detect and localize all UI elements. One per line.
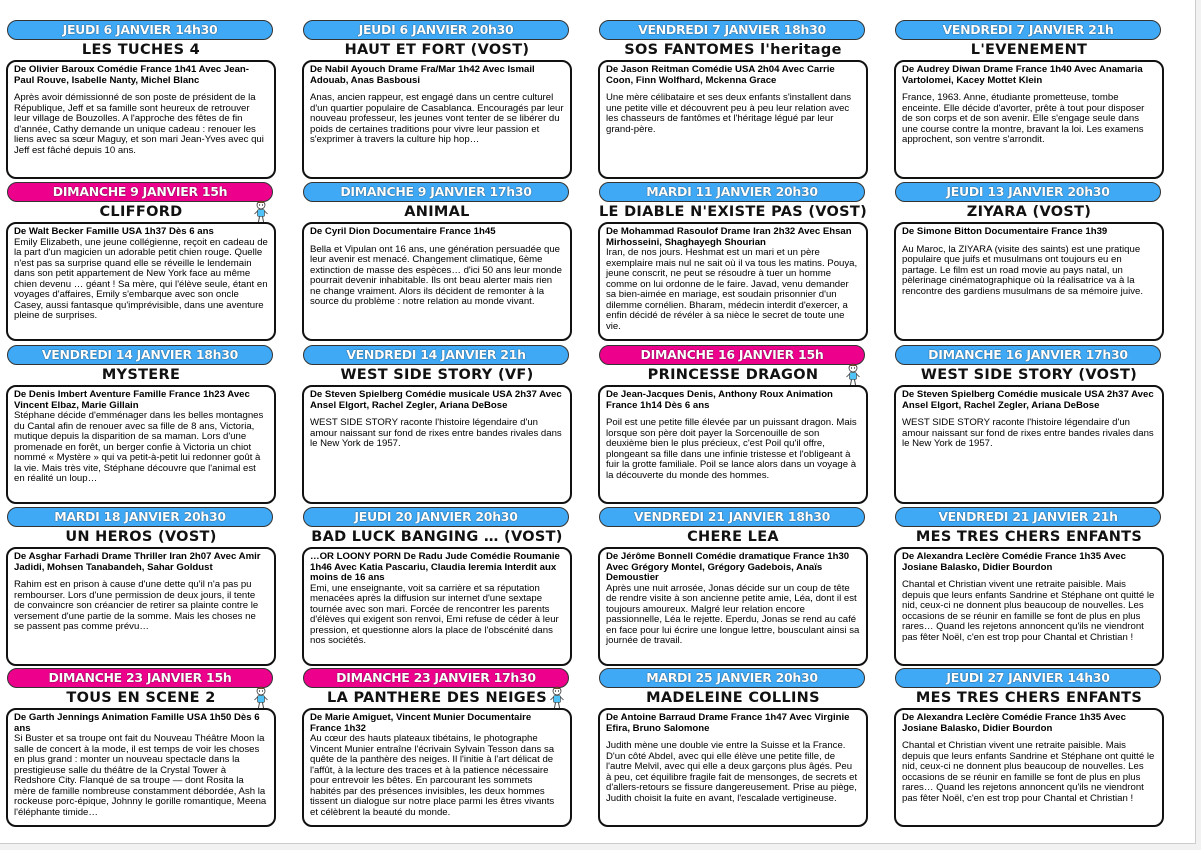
film-credits: De Walt Becker Famille USA 1h37 Dès 6 ans bbox=[14, 226, 214, 237]
film-synopsis: Iran, de nos jours. Heshmat est un mari et un père exemplaire mais nul ne sait où il va tous les matins. Pouya, jeune conscrit, ne peut se résoudre à tuer un homme comme on lui ordonne de le faire. Javad, venu demander sa bien-aimée en mariage, est soudain prisonnier d'un dilemme cornélien. Bharam, médecin interdit d'exercer, a enfin décidé de révéler à sa nièce le secret de toute une vie. bbox=[606, 247, 858, 332]
film-title: WEST SIDE STORY (VOST) bbox=[920, 367, 1138, 383]
film-card bbox=[595, 343, 871, 508]
film-title: L'EVENEMENT bbox=[970, 42, 1088, 58]
film-card bbox=[3, 666, 279, 831]
child-figure-icon bbox=[549, 686, 565, 710]
film-card bbox=[3, 18, 279, 183]
film-credits: De Marie Amiguet, Vincent Munier Documentaire France 1h32 bbox=[310, 712, 532, 734]
film-card bbox=[891, 18, 1167, 183]
film-card bbox=[299, 343, 575, 508]
film-credits: De Jean-Jacques Denis, Anthony Roux Animation France 1h14 Dès 6 ans bbox=[606, 389, 833, 411]
film-title: LES TUCHES 4 bbox=[81, 42, 201, 58]
film-card bbox=[595, 666, 871, 831]
film-synopsis: WEST SIDE STORY raconte l'histoire légendaire d'un amour naissant sur fond de rixes entre bandes rivales dans le New York de 1957. bbox=[902, 417, 1154, 449]
film-card bbox=[299, 18, 575, 183]
film-description-box bbox=[894, 222, 1164, 341]
film-credits: De Alexandra Leclère Comédie France 1h35 Avec Josiane Balasko, Didier Bourdon bbox=[902, 712, 1126, 734]
screening-date-banner: VENDREDI 7 JANVIER 18h30 bbox=[599, 20, 865, 40]
screening-date-banner: JEUDI 27 JANVIER 14h30 bbox=[895, 668, 1161, 688]
film-synopsis: Si Buster et sa troupe ont fait du Nouveau Théâtre Moon la salle de concert à la mode, il est temps de voir les choses en plus grand : monter un nouveau spectacle dans la prestigieuse salle du théâtre de la Crystal Tower à Redshore City. Flanqué de sa troupe — dont Rosita la mère de famille nombreuse constamment débordée, Ash la rockeuse porc-épique, Johnny le gorille romantique, Meena l'éléphante timide… bbox=[14, 733, 267, 818]
film-synopsis: Rahim est en prison à cause d'une dette qu'il n'a pas pu rembourser. Lors d'une permission de deux jours, il tente de convaincre son créancier de retirer sa plainte contre le versement d'une partie de la somme. Mais les choses ne se passent pas comme prévu… bbox=[14, 579, 259, 632]
film-card bbox=[891, 343, 1167, 508]
film-title: LE DIABLE N'EXISTE PAS (VOST) bbox=[598, 204, 868, 220]
screening-date-banner: DIMANCHE 23 JANVIER 17h30 bbox=[303, 668, 569, 688]
screening-date-banner: MARDI 11 JANVIER 20h30 bbox=[599, 182, 865, 202]
film-credits: De Simone Bitton Documentaire France 1h39 bbox=[902, 226, 1108, 237]
film-card bbox=[299, 666, 575, 831]
film-description-box bbox=[302, 547, 572, 666]
film-credits: De Jérôme Bonnell Comédie dramatique France 1h30 Avec Grégory Montel, Grégory Gadebois, Anaïs Demoustier bbox=[606, 551, 850, 583]
film-synopsis: Stéphane décide d'emménager dans les belles montagnes du Cantal afin de renouer avec sa fille de 8 ans, Victoria, mutique depuis la disparition de sa maman. Lors d'une promenade en forêt, un berger confie à Victoria un chiot nommé « Mystère » qui va petit-à-petit lui redonner goût à la vie. Mais très vite, Stéphane découvre que l'animal est en réalité un loup… bbox=[14, 410, 264, 484]
film-description-box bbox=[598, 385, 868, 504]
film-card bbox=[595, 180, 871, 345]
film-credits: De Steven Spielberg Comédie musicale USA 2h37 Avec Ansel Elgort, Rachel Zegler, Ariana DeBose bbox=[902, 389, 1154, 411]
film-credits: De Olivier Baroux Comédie France 1h41 Avec Jean-Paul Rouve, Isabelle Nanty, Michel Blanc bbox=[14, 64, 249, 86]
film-credits: De Garth Jennings Animation Famille USA 1h50 Dès 6 ans bbox=[14, 712, 260, 734]
film-credits: De Audrey Diwan Drame France 1h40 Avec Anamaria Vartolomei, Kacey Mottet Klein bbox=[902, 64, 1143, 86]
film-description-box bbox=[6, 708, 276, 827]
screening-date-banner: DIMANCHE 23 JANVIER 15h bbox=[7, 668, 273, 688]
film-card bbox=[3, 505, 279, 670]
screening-date-banner: VENDREDI 21 JANVIER 21h bbox=[895, 507, 1161, 527]
film-credits: De Jason Reitman Comédie USA 2h04 Avec Carrie Coon, Finn Wolfhard, Mckenna Grace bbox=[606, 64, 835, 86]
film-description-box bbox=[302, 708, 572, 827]
film-card bbox=[595, 18, 871, 183]
film-synopsis: Poil est une petite fille élevée par un puissant dragon. Mais lorsque son père doit payer la Sorcenouille de son deuxième bien le plus précieux, c'est Poil qu'il offre, plongeant sa fille dans une infinie tristesse et l'obligeant à fuir la grotte familiale. Poil se lance alors dans un voyage à la découverte du monde des hommes. bbox=[606, 417, 857, 481]
film-synopsis: Après avoir démissionné de son poste de président de la République, Jeff et sa famille sont heureux de retrouver leur village de Bouzolles. A l'approche des fêtes de fin d'année, Cathy demande un unique cadeau : renouer les liens avec sa sœur Maguy, et son mari Jean-Yves avec qui Jeff est fâché depuis 10 ans. bbox=[14, 92, 264, 156]
film-description-box bbox=[598, 222, 868, 341]
film-title: CLIFFORD bbox=[99, 204, 183, 220]
film-synopsis: WEST SIDE STORY raconte l'histoire légendaire d'un amour naissant sur fond de rixes entre bandes rivales dans le New York de 1957. bbox=[310, 417, 562, 449]
screening-date-banner: JEUDI 20 JANVIER 20h30 bbox=[303, 507, 569, 527]
film-title: ANIMAL bbox=[404, 204, 470, 220]
film-description-box bbox=[6, 547, 276, 666]
film-title: ZIYARA (VOST) bbox=[966, 204, 1092, 220]
film-credits: De Denis Imbert Aventure Famille France 1h23 Avec Vincent Elbaz, Marie Gillain bbox=[14, 389, 250, 411]
film-synopsis: Bella et Vipulan ont 16 ans, une génération persuadée que leur avenir est menacé. Changement climatique, 6ème extinction de masse des espèces… d'ici 50 ans leur monde pourrait devenir inhabitable. Ils ont beau alerter mais rien ne change vraiment. Alors ils décident de remonter à la source du problème : notre relation au monde vivant. bbox=[310, 243, 562, 307]
film-synopsis: France, 1963. Anne, étudiante prometteuse, tombe enceinte. Elle décide d'avorter, prête à tout pour disposer de son corps et de son avenir. Elle s'engage seule dans une course contre la montre, bravant la loi. Les examens approchent, son ventre s'arrondit. bbox=[902, 92, 1145, 145]
film-title: UN HEROS (VOST) bbox=[65, 529, 217, 545]
film-credits: …OR LOONY PORN De Radu Jude Comédie Roumanie 1h46 Avec Katia Pascariu, Claudia Ieremia Interdit aux moins de 16 ans bbox=[310, 551, 560, 583]
film-title: MES TRES CHERS ENFANTS bbox=[915, 529, 1143, 545]
film-synopsis: Au Maroc, la ZIYARA (visite des saints) est une pratique populaire que juifs et musulmans ont toujours eu en partage. Le film est un road movie au pays natal, un pèlerinage cinématographique où la réalisatrice va à la rencontre des gardiens musulmans de sa mémoire juive. bbox=[902, 243, 1144, 297]
film-description-box bbox=[6, 385, 276, 504]
film-title: BAD LUCK BANGING … (VOST) bbox=[311, 529, 563, 545]
film-card bbox=[3, 180, 279, 345]
film-title: MYSTERE bbox=[101, 367, 181, 383]
film-description-box bbox=[6, 222, 276, 341]
film-card bbox=[891, 666, 1167, 831]
screening-date-banner: VENDREDI 14 JANVIER 21h bbox=[303, 345, 569, 365]
film-synopsis: Après une nuit arrosée, Jonas décide sur un coup de tête de rendre visite à son ancienne petite amie, Léa, dont il est toujours amoureux. Malgré leur relation encore passionnelle, Léa le rejette. Eperdu, Jonas se rend au café en face pour lui écrire une longue lettre, bousculant ainsi sa journée de travail. bbox=[606, 582, 860, 646]
film-description-box bbox=[894, 385, 1164, 504]
film-title: HAUT ET FORT (VOST) bbox=[344, 42, 530, 58]
screening-date-banner: JEUDI 6 JANVIER 20h30 bbox=[303, 20, 569, 40]
film-description-box bbox=[6, 60, 276, 179]
film-credits: De Nabil Ayouch Drame Fra/Mar 1h42 Avec Ismail Adouab, Anas Basbousi bbox=[310, 64, 535, 86]
film-card bbox=[595, 505, 871, 670]
child-figure-icon bbox=[253, 686, 269, 710]
film-card bbox=[891, 180, 1167, 345]
child-figure-icon bbox=[845, 363, 861, 387]
screening-date-banner: JEUDI 6 JANVIER 14h30 bbox=[7, 20, 273, 40]
screening-date-banner: DIMANCHE 9 JANVIER 15h bbox=[7, 182, 273, 202]
film-synopsis: Judith mène une double vie entre la Suisse et la France. D'un côté Abdel, avec qui elle élève une petite fille, de l'autre Melvil, avec qui elle a deux garçons plus âgés. Peu à peu, cet équilibre fragile fait de mensonges, de secrets et d'allers-retours se fissure dangereusement. Prise au piège, Judith choisit la fuite en avant, l'escalade vertigineuse. bbox=[606, 740, 858, 804]
film-synopsis: Une mère célibataire et ses deux enfants s'installent dans une petite ville et découvrent peu à peu leur relation avec les chasseurs de fantômes et l'héritage légué par leur grand-père. bbox=[606, 92, 852, 135]
film-credits: De Steven Spielberg Comédie musicale USA 2h37 Avec Ansel Elgort, Rachel Zegler, Ariana DeBose bbox=[310, 389, 562, 411]
film-description-box bbox=[598, 60, 868, 179]
film-credits: De Antoine Barraud Drame France 1h47 Avec Virginie Efira, Bruno Salomone bbox=[606, 712, 850, 734]
screening-date-banner: JEUDI 13 JANVIER 20h30 bbox=[895, 182, 1161, 202]
film-description-box bbox=[598, 708, 868, 827]
film-description-box bbox=[302, 222, 572, 341]
screening-date-banner: MARDI 25 JANVIER 20h30 bbox=[599, 668, 865, 688]
film-description-box bbox=[894, 708, 1164, 827]
film-description-box bbox=[598, 547, 868, 666]
film-description-box bbox=[894, 547, 1164, 666]
film-title: TOUS EN SCENE 2 bbox=[66, 690, 216, 706]
film-card bbox=[299, 180, 575, 345]
screening-date-banner: VENDREDI 21 JANVIER 18h30 bbox=[599, 507, 865, 527]
screening-date-banner: MARDI 18 JANVIER 20h30 bbox=[7, 507, 273, 527]
child-figure-icon bbox=[253, 200, 269, 224]
film-title: CHERE LEA bbox=[687, 529, 779, 545]
film-card bbox=[891, 505, 1167, 670]
screening-date-banner: VENDREDI 14 JANVIER 18h30 bbox=[7, 345, 273, 365]
film-synopsis: Au cœur des hauts plateaux tibétains, le photographe Vincent Munier entraîne l'écrivain Sylvain Tesson dans sa quête de la panthère des neiges. Il l'initie à l'art délicat de l'affût, à la lecture des traces et à la patience nécessaire pour entrevoir les bêtes. En parcourant les sommets habités par des présences invisibles, les deux hommes tissent un dialogue sur notre place parmi les êtres vivants et célèbrent la beauté du monde. bbox=[310, 733, 555, 818]
film-title: MES TRES CHERS ENFANTS bbox=[915, 690, 1143, 706]
film-credits: De Mohammad Rasoulof Drame Iran 2h32 Avec Ehsan Mirhosseini, Shaghayegh Shourian bbox=[606, 226, 852, 248]
film-credits: De Alexandra Leclère Comédie France 1h35 Avec Josiane Balasko, Didier Bourdon bbox=[902, 551, 1126, 573]
film-synopsis: Chantal et Christian vivent une retraite paisible. Mais depuis que leurs enfants Sandrine et Stéphane ont quitté le nid, ceux-ci ne donnent plus beaucoup de nouvelles. Les occasions de se réunir en famille se font de plus en plus rares… Quand les rejetons annoncent qu'ils ne viendront pas fêter Noël, c'en est trop pour Chantal et Christian ! bbox=[902, 579, 1155, 643]
film-description-box bbox=[894, 60, 1164, 179]
film-synopsis: Anas, ancien rappeur, est engagé dans un centre culturel d'un quartier populaire de Casablanca. Encouragés par leur nouveau professeur, les jeunes vont tenter de se libérer du poids de certaines traditions pour vivre leur passion et s'exprimer à travers la culture hip hop… bbox=[310, 92, 564, 145]
screening-date-banner: DIMANCHE 9 JANVIER 17h30 bbox=[303, 182, 569, 202]
film-title: WEST SIDE STORY (VF) bbox=[340, 367, 534, 383]
film-title: MADELEINE COLLINS bbox=[646, 690, 820, 706]
screening-date-banner: DIMANCHE 16 JANVIER 17h30 bbox=[895, 345, 1161, 365]
film-card bbox=[299, 505, 575, 670]
film-synopsis: Chantal et Christian vivent une retraite paisible. Mais depuis que leurs enfants Sandrine et Stéphane ont quitté le nid, ceux-ci ne donnent plus beaucoup de nouvelles. Les occasions de se réunir en famille se font de plus en plus rares… Quand les rejetons annoncent qu'ils ne viendront pas fêter Noël, c'en est trop pour Chantal et Christian ! bbox=[902, 740, 1155, 804]
film-synopsis: Emi, une enseignante, voit sa carrière et sa réputation menacées après la diffusion sur internet d'une sextape tournée avec son mari. Forcée de rencontrer les parents d'élèves qui exigent son renvoi, Emi refuse de céder à leur pression, et questionne alors la place de l'obscénité dans nos sociétés. bbox=[310, 582, 559, 646]
film-credits: De Cyril Dion Documentaire France 1h45 bbox=[310, 226, 496, 237]
film-credits: De Asghar Farhadi Drame Thriller Iran 2h07 Avec Amir Jadidi, Mohsen Tanabandeh, Sahar Goldust bbox=[14, 551, 261, 573]
film-title: LA PANTHERE DES NEIGES bbox=[327, 690, 547, 706]
film-synopsis: Emily Elizabeth, une jeune collégienne, reçoit en cadeau de la part d'un magicien un adorable petit chien rouge. Quelle n'est pas sa surprise quand elle se réveille le lendemain dans son petit appartement de New York face au même chien devenu … géant ! Sa mère, qui l'élève seule, étant en voyages d'affaires, Emily s'embarque avec son oncle Casey, aussi fantasque qu'imprévisible, dans une aventure pleine de surprises. bbox=[14, 236, 268, 321]
screening-date-banner: VENDREDI 7 JANVIER 21h bbox=[895, 20, 1161, 40]
screening-date-banner: DIMANCHE 16 JANVIER 15h bbox=[599, 345, 865, 365]
film-card bbox=[3, 343, 279, 508]
film-description-box bbox=[302, 60, 572, 179]
film-title: PRINCESSE DRAGON bbox=[647, 367, 819, 383]
film-title: SOS FANTOMES l'heritage bbox=[624, 42, 842, 58]
film-description-box bbox=[302, 385, 572, 504]
